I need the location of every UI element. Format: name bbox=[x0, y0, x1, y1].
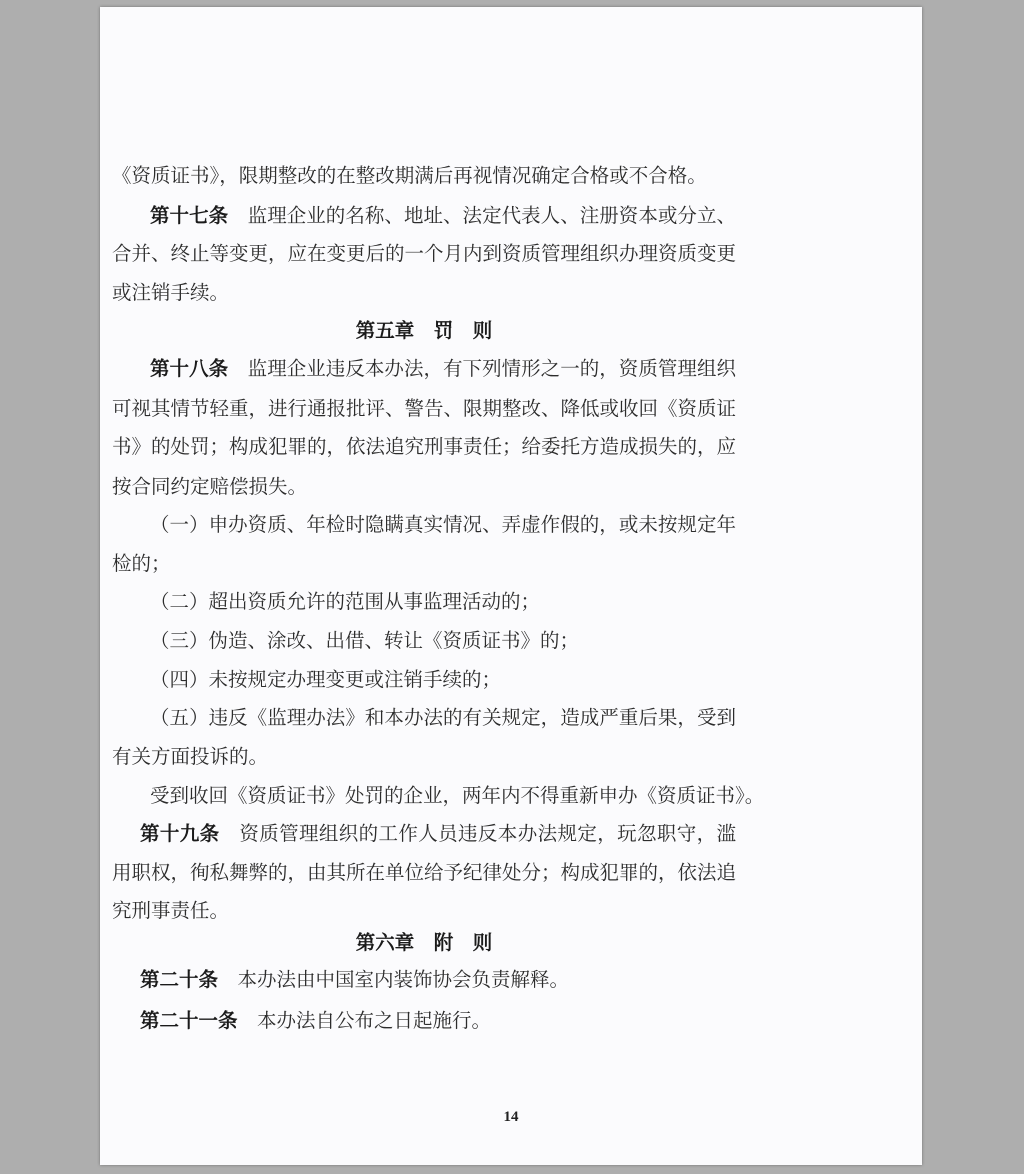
line-text: 究刑事责任。 bbox=[112, 899, 230, 922]
page-number: 14 bbox=[503, 1109, 519, 1125]
text-line bbox=[150, 203, 736, 229]
text-line bbox=[140, 821, 736, 847]
line-text: （三）伪造、涂改、出借、转让《资质证书》的； bbox=[150, 629, 580, 652]
text-line bbox=[112, 241, 736, 267]
line-text: 第六章 附 则 bbox=[355, 931, 493, 954]
line-text: （一）申办资质、年检时隐瞒真实情况、弄虚作假的，或未按规定年 bbox=[150, 513, 736, 536]
line-text: 本办法由中国室内装饰协会负责解释。 bbox=[218, 968, 570, 991]
line-text: 书》的处罚；构成犯罪的，依法追究刑事责任；给委托方造成损失的，应 bbox=[112, 435, 737, 458]
text-line bbox=[150, 589, 570, 615]
line-text: 《资质证书》，限期整改的在整改期满后再视情况确定合格或不合格。 bbox=[112, 164, 707, 187]
text-line bbox=[112, 434, 736, 460]
line-text: 可视其情节轻重，进行通报批评、警告、限期整改、降低或收回《资质证 bbox=[112, 397, 737, 420]
chapter-heading bbox=[112, 318, 736, 344]
text-line bbox=[112, 744, 312, 770]
text-line bbox=[112, 163, 712, 189]
line-text: 第五章 罚 则 bbox=[355, 319, 493, 342]
text-line bbox=[140, 1008, 640, 1034]
text-line bbox=[150, 628, 580, 654]
line-text: （四）未按规定办理变更或注销手续的； bbox=[150, 668, 502, 691]
line-text: 按合同约定赔偿损失。 bbox=[112, 475, 308, 498]
line-text: 监理企业的名称、地址、法定代表人、注册资本或分立、 bbox=[228, 204, 736, 227]
article-number: 第二十条 bbox=[140, 968, 219, 991]
text-line bbox=[112, 396, 736, 422]
text-line bbox=[112, 474, 352, 500]
line-text: 资质管理组织的工作人员违反本办法规定，玩忽职守，滥 bbox=[219, 822, 736, 845]
line-text: 用职权，徇私舞弊的，由其所在单位给予纪律处分；构成犯罪的，依法追 bbox=[112, 861, 737, 884]
line-text: 监理企业违反本办法，有下列情形之一的，资质管理组织 bbox=[228, 357, 736, 380]
article-number: 第十八条 bbox=[150, 357, 229, 380]
text-line bbox=[112, 898, 252, 924]
line-text: 合并、终止等变更，应在变更后的一个月内到资质管理组织办理资质变更 bbox=[112, 242, 737, 265]
text-line bbox=[150, 705, 736, 731]
text-line bbox=[112, 280, 252, 306]
text-line bbox=[150, 356, 736, 382]
article-number: 第二十一条 bbox=[140, 1009, 238, 1032]
document-page bbox=[100, 7, 922, 1165]
article-number: 第十七条 bbox=[150, 204, 229, 227]
chapter-heading bbox=[112, 930, 736, 956]
text-line bbox=[112, 860, 736, 886]
text-line bbox=[112, 551, 192, 577]
line-text: 或注销手续。 bbox=[112, 281, 230, 304]
line-text: （五）违反《监理办法》和本办法的有关规定，造成严重后果，受到 bbox=[150, 706, 736, 729]
text-line bbox=[140, 967, 640, 993]
text-line bbox=[150, 667, 550, 693]
line-text: （二）超出资质允许的范围从事监理活动的； bbox=[150, 590, 541, 613]
text-line bbox=[150, 783, 765, 809]
article-number: 第十九条 bbox=[140, 822, 220, 845]
line-text: 受到收回《资质证书》处罚的企业，两年内不得重新申办《资质证书》。 bbox=[150, 784, 765, 807]
line-text: 本办法自公布之日起施行。 bbox=[237, 1009, 492, 1032]
line-text: 检的； bbox=[112, 552, 171, 575]
line-text: 有关方面投诉的。 bbox=[112, 745, 269, 768]
text-line bbox=[150, 512, 736, 538]
